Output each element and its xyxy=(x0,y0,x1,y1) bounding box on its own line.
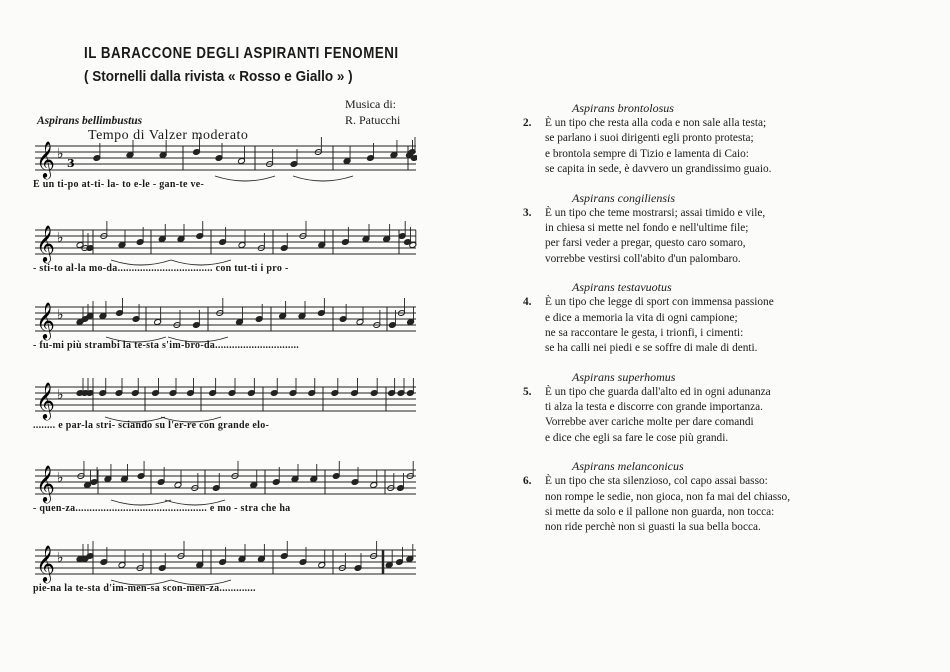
verse-title: Aspirans congiliensis xyxy=(572,190,676,205)
verse-line-text: È un tipo che teme mostrarsi; assai timido e vile, xyxy=(545,206,766,219)
verse-line xyxy=(520,385,865,400)
music-system-1 xyxy=(33,136,417,226)
verse-line-text: È un tipo che legge di sport con immensa passione xyxy=(545,296,774,309)
verse-line xyxy=(520,341,865,356)
lyric-line: È un ti-po at-ti- la- to e-le - gan-te ve- xyxy=(33,179,205,190)
verse-title: Aspirans melanconicus xyxy=(572,459,684,474)
verse-line-text: non rompe le sedie, non gioca, non fa mai del chiasso, xyxy=(545,490,791,503)
verse-line xyxy=(520,431,865,446)
verse-line xyxy=(520,311,865,326)
verse-line xyxy=(520,252,865,267)
verse-number: 2. xyxy=(523,117,532,129)
flat-sign-icon: ♭ xyxy=(57,550,64,566)
tempo-marking: Tempo di Valzer moderato xyxy=(88,128,249,143)
score-character-title: Aspirans bellimbustus xyxy=(37,115,143,127)
verse-line xyxy=(520,326,865,341)
treble-clef-icon: 𝄞 xyxy=(36,544,55,582)
verse-line-text: Vorrebbe aver cariche molte per dare comandi xyxy=(545,416,754,429)
treble-clef-icon: 𝄞 xyxy=(36,140,55,178)
verse-line xyxy=(520,116,865,131)
verse-number: 5. xyxy=(523,385,532,398)
music-system-4 xyxy=(33,377,417,467)
verse-line-text: e dice che egli sa fare le cose più grandi. xyxy=(545,431,729,444)
staff-notation xyxy=(33,377,417,447)
lyric-line: pie-na la te-sta d'im-men-sa scon-men-za............. xyxy=(33,583,256,594)
flat-sign-icon: ♭ xyxy=(57,470,64,486)
music-system-3 xyxy=(33,297,417,387)
verse-title: Aspirans testavuotus xyxy=(572,280,672,295)
treble-clef-icon: 𝄞 xyxy=(36,301,55,339)
verse-line xyxy=(520,415,865,430)
flat-sign-icon: ♭ xyxy=(57,230,64,246)
verse-line xyxy=(520,400,865,415)
verse-line-text: in chiesa si mette nel fondo e nell'ultime file; xyxy=(545,221,749,234)
lyric-line: - fu-mi più strambi la te-sta s'im-bro-da.............................. xyxy=(33,340,300,351)
staff-notation xyxy=(33,136,417,206)
verse-line xyxy=(520,206,865,221)
verse-line-text: ne sa raccontare le gesta, i trionfi, i cimenti: xyxy=(545,326,744,339)
verse-line-text: ti alza la testa e discorre con grande importanza. xyxy=(545,401,763,414)
verse-line xyxy=(520,147,865,162)
staff-notation xyxy=(33,460,417,530)
verse-line xyxy=(520,162,865,177)
verse-number: 4. xyxy=(523,296,532,309)
verse-line-text: e brontola sempre di Tizio e lamenta di Caio: xyxy=(545,147,749,160)
verse-line xyxy=(520,505,865,520)
verse-line xyxy=(520,236,865,251)
verse-line xyxy=(520,221,865,236)
verse-number: 3. xyxy=(523,206,532,219)
verse-stanza xyxy=(520,458,865,536)
verse-title: Aspirans superhomus xyxy=(572,369,676,384)
page-title: IL BARACCONE DEGLI ASPIRANTI FENOMENI xyxy=(84,45,399,62)
page-subtitle: ( Stornelli dalla rivista « Rosso e Giallo » ) xyxy=(84,68,353,85)
music-system-5 xyxy=(33,460,417,550)
staff-notation xyxy=(33,297,417,367)
verse-line xyxy=(520,295,865,310)
verse-line xyxy=(520,520,865,535)
verse-line-text: si mette da solo e il pallone non guarda, non tocca: xyxy=(545,506,775,519)
composer-name: R. Patucchi xyxy=(345,113,401,127)
treble-clef-icon: 𝄞 xyxy=(36,224,55,262)
verse-line xyxy=(520,474,865,489)
flat-sign-icon: ♭ xyxy=(57,307,64,323)
verse-line xyxy=(520,490,865,505)
verse-line-text: se ha calli nei piedi e se soffre di male di denti. xyxy=(545,342,758,355)
verse-line xyxy=(520,131,865,146)
verse-line-text: per farsi veder a pregar, questo caro somaro, xyxy=(545,237,746,250)
flat-sign-icon: ♭ xyxy=(57,387,64,403)
verse-stanza xyxy=(520,279,865,357)
verse-line-text: È un tipo che sta silenzioso, col capo assai basso: xyxy=(545,475,768,488)
treble-clef-icon: 𝄞 xyxy=(36,381,55,419)
verse-number: 6. xyxy=(523,475,532,488)
time-signature: 3 xyxy=(67,157,75,170)
lyric-line: - sti-to al-la mo-da.................................. con tut-ti i pro - xyxy=(33,263,289,274)
verse-line-text: se capita in sede, è davvero un grandissimo guaio. xyxy=(545,163,772,176)
verse-line-text: e dice a memoria la vita di ogni campione; xyxy=(545,311,738,324)
flat-sign-icon: ♭ xyxy=(57,146,64,162)
verse-line-text: non ride perchè non si guasti la sua bella bocca. xyxy=(545,521,761,534)
verse-line-text: È un tipo che guarda dall'alto ed in ogni adunanza xyxy=(545,385,771,398)
verse-line-text: vorrebbe vestirsi coll'abito d'un palombaro. xyxy=(545,252,741,265)
lyric-line: - quen-za............................................... e mo - stra che ha xyxy=(33,503,291,514)
verse-stanza xyxy=(520,369,865,447)
verse-stanza xyxy=(520,100,865,178)
music-system-6 xyxy=(33,540,417,630)
verses-column xyxy=(520,100,865,548)
verse-stanza xyxy=(520,190,865,268)
treble-clef-icon: 𝄞 xyxy=(36,464,55,502)
staff-notation xyxy=(33,540,417,610)
verse-line-text: È un tipo che resta alla coda e non sale alla testa; xyxy=(545,117,767,129)
staff-notation xyxy=(33,220,417,290)
music-by-label: Musica di: xyxy=(345,97,396,111)
verse-line-text: se parlano i suoi dirigenti egli pronto protesta; xyxy=(545,132,754,145)
verse-title: Aspirans brontolosus xyxy=(572,101,674,115)
lyric-line: ........ e par-la stri- sciando su l'er-re con grande elo- xyxy=(33,420,270,431)
